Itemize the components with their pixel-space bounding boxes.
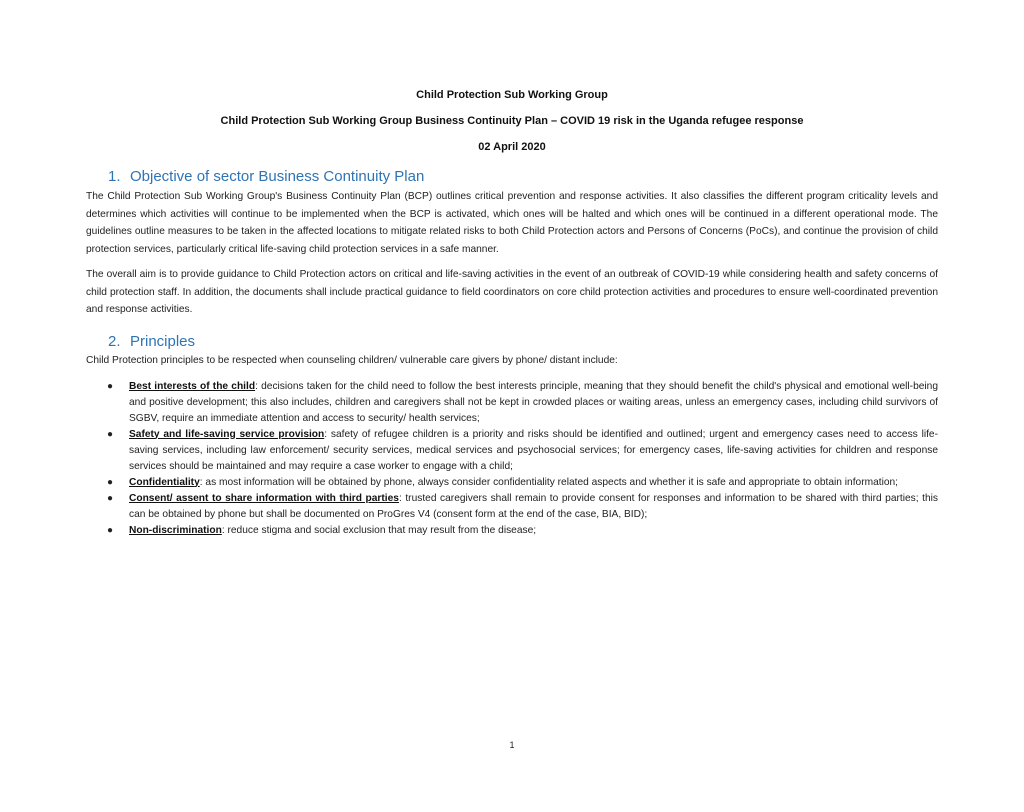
principle-term: Consent/ assent to share information with third parties (129, 492, 399, 504)
list-item (86, 475, 938, 491)
list-item (86, 491, 938, 523)
principle-text: : as most information will be obtained by phone, always consider confidentiality related aspects and whether it is safe and appropriate to obtain information; (199, 476, 898, 488)
page-number: 1 (509, 740, 515, 750)
paragraph: The Child Protection Sub Working Group's Business Continuity Plan (BCP) outlines critical prevention and response activities. It also classifies the different program criticality levels and determines which activities will continue to be implemented when the BCP is activated, which ones will be halted and which ones will be continued in a different operational mode. The guidelines outline measures to be taken in the affected locations to mitigate related risks to both Child Protection actors and Persons of Concerns (PoCs), and continue the provision of child protection services, particularly critical life-saving child protection services in a safe manner. (86, 191, 938, 255)
principle-term: Safety and life-saving service provision (129, 428, 325, 440)
paragraph: Child Protection principles to be respected when counseling children/ vulnerable care givers by phone/ distant include: (86, 354, 618, 366)
bullet-icon: ● (107, 428, 114, 440)
principle-term: Best interests of the child (129, 380, 256, 392)
document-title: Child Protection Sub Working Group Business Continuity Plan – COVID 19 risk in the Uganda refugee response (220, 115, 804, 127)
principle-text: : reduce stigma and social exclusion that may result from the disease; (221, 524, 537, 536)
paragraph: The overall aim is to provide guidance to Child Protection actors on critical and life-saving activities in the event of an outbreak of COVID-19 while considering health and safety concerns of child protection staff. In addition, the documents shall include practical guidance to field coordinators on core child protection activities and procedures to ensure well-coordinated prevention and response activities. (86, 269, 938, 315)
principle-text: : trusted caregivers shall remain to provide consent for responses and information to be shared with third parties; this can be obtained by phone but shall be documented on ProGres V4 (consent form at the end of the case, BIA, BID); (129, 492, 938, 520)
document-group-title: Child Protection Sub Working Group (416, 89, 608, 101)
principle-text: : decisions taken for the child need to follow the best interests principle, meaning that they should benefit the child's physical and emotional well-being and positive development; this also includes, children and caregivers shall not be kept in crowded places or waiting areas, unless an emergency cases, including child survivors of SGBV, require an immediate attention and access to security/ health services; (129, 380, 939, 424)
section-number: 2. (108, 332, 121, 350)
bullet-icon: ● (107, 524, 114, 536)
document-page (0, 88, 1024, 812)
principle-term: Confidentiality (129, 476, 200, 488)
document-date: 02 April 2020 (478, 141, 546, 153)
list-item (86, 427, 938, 475)
section-heading-objective (108, 168, 938, 186)
list-item (86, 523, 938, 539)
principle-text: : safety of refugee children is a priority and risks should be identified and outlined; urgent and emergency cases need to access life-saving services, including law enforcement/ security services, medical services and psychosocial services; for emergency cases, life-saving activities for children and response services should be maintained and may require a case worker to engage with a child; (129, 428, 938, 472)
section-number: 1. (108, 168, 121, 185)
bullet-icon: ● (107, 476, 114, 488)
section-title: Principles (130, 332, 196, 350)
section-title: Objective of sector Business Continuity Plan (130, 168, 425, 185)
principles-list (86, 379, 938, 539)
bullet-icon: ● (107, 492, 114, 504)
principle-term: Non-discrimination (129, 524, 222, 536)
section-heading-principles (108, 333, 938, 351)
list-item (86, 379, 938, 427)
bullet-icon: ● (107, 380, 114, 392)
